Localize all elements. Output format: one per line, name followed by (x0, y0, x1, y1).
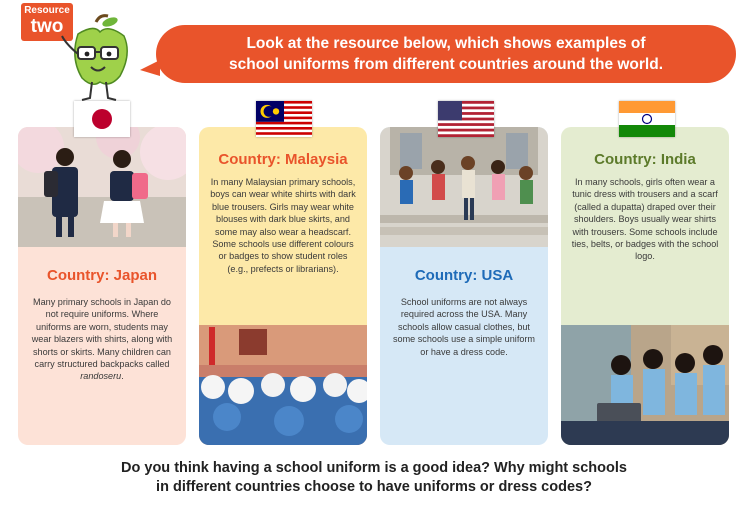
card-malaysia (199, 127, 367, 445)
country-title: Country: Japan (46, 267, 157, 284)
country-title: Country: USA (414, 267, 514, 284)
india-flag-icon (619, 101, 675, 137)
malaysia-flag-icon (256, 101, 312, 137)
card-description: In many Malaysian primary schools, boys can wear white shirts with dark blue trousers. Girls may wear white blouses with dark blue skirts, and some may also wear a headscarf. Some schools use different colours or badges to show student roles (e.g., prefects or librarians). (210, 177, 356, 274)
resource-tag-number: two (30, 16, 64, 37)
card-japan (18, 127, 186, 445)
malaysia-students-photo (199, 325, 367, 445)
question-line-1: Do you think having a school uniform is a good idea? Why might schools (121, 460, 627, 476)
question-line-2: in different countries choose to have uniforms or dress codes? (156, 479, 592, 495)
card-usa (380, 127, 548, 445)
japan-students-photo (18, 127, 186, 247)
usa-flag-icon (438, 101, 494, 137)
usa-students-photo (380, 127, 548, 247)
country-title: Country: India (594, 151, 696, 168)
japan-flag-icon (74, 101, 130, 137)
banner-line-2: school uniforms from different countries around the world. (228, 56, 664, 73)
card-description: In many schools, girls often wear a tunic dress with trousers and a scarf (called a dupatta) draped over their shoulders. Boys usually wear shirts with trousers. Some schools include ties, belts, or badges with the school logo. (571, 177, 719, 262)
instruction-banner (156, 25, 736, 83)
resource-tag-label: Resource (24, 5, 70, 16)
discussion-question (0, 459, 748, 497)
card-description: Many primary schools in Japan do not require uniforms. Where uniforms are worn, students may wear blazers with shirts, along with shorts or skirts. Many children can carry structured backpacks called randoseru. (31, 297, 173, 382)
card-description: School uniforms are not always required across the USA. Many schools allow casual clothes, but some schools use a simple uniform or have a dress code. (392, 297, 536, 357)
card-india (561, 127, 729, 445)
banner-line-1: Look at the resource below, which shows examples of (246, 35, 646, 52)
apple-mascot-icon (48, 14, 136, 104)
country-title: Country: Malaysia (218, 151, 348, 168)
india-students-photo (561, 325, 729, 445)
